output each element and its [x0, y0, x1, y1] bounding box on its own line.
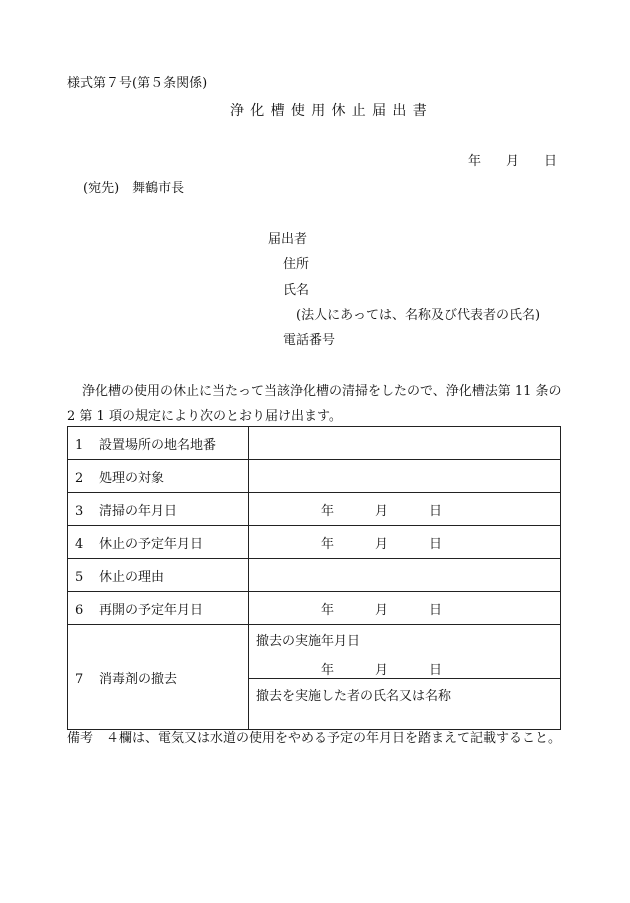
row-label-text: 休止の理由 [99, 569, 165, 585]
year-label: 年 [321, 536, 335, 552]
row-number: 4 [75, 536, 84, 552]
row-number: 6 [75, 602, 84, 618]
row-label-text: 清掃の年月日 [99, 503, 178, 519]
page-title: 浄化槽使用休止届出書 [230, 103, 433, 119]
row-label [68, 460, 249, 493]
suspension-reason-field[interactable] [249, 559, 561, 592]
notification-table [67, 426, 561, 730]
date-year: 年 [468, 154, 482, 169]
date-line [468, 150, 557, 169]
notifier-label: 届出者 [268, 232, 308, 247]
row-number: 1 [75, 437, 84, 453]
row-number: 2 [75, 470, 84, 486]
removal-implementer-field[interactable] [249, 679, 561, 730]
row-number: 3 [75, 503, 84, 519]
treatment-target-field[interactable] [249, 460, 561, 493]
year-label: 年 [321, 663, 335, 678]
suspension-date-field[interactable] [249, 526, 561, 559]
removal-implementer-label: 撤去を実施した者の氏名又は名称 [256, 689, 452, 704]
date-month: 月 [506, 154, 520, 169]
row-label-text: 消毒剤の撤去 [99, 671, 178, 687]
month-label: 月 [375, 663, 389, 678]
month-label: 月 [375, 536, 389, 552]
row-number: 5 [75, 569, 84, 585]
resume-date-field[interactable] [249, 592, 561, 625]
month-label: 月 [375, 503, 389, 519]
row-label [68, 625, 249, 730]
row-label [68, 559, 249, 592]
form-number: 様式第７号(第５条関係) [67, 76, 208, 91]
removal-date-field[interactable] [249, 625, 561, 679]
day-label: 日 [429, 503, 443, 519]
day-label: 日 [429, 602, 443, 618]
row-label [68, 592, 249, 625]
row-label-text: 休止の予定年月日 [99, 536, 204, 552]
table-row [68, 526, 561, 559]
location-field[interactable] [249, 427, 561, 460]
row-label-text: 設置場所の地名地番 [99, 437, 217, 453]
day-label: 日 [429, 663, 443, 678]
notifier-name-label: 氏名 [283, 283, 310, 298]
notifier-corp-note: (法人にあっては、名称及び代表者の氏名) [296, 308, 541, 323]
row-label-text: 処理の対象 [99, 470, 165, 486]
row-label-text: 再開の予定年月日 [99, 602, 204, 618]
row-label [68, 427, 249, 460]
year-label: 年 [321, 602, 335, 618]
day-label: 日 [429, 536, 443, 552]
notifier-address-label: 住所 [283, 257, 310, 272]
body-text-line-2: 2 第 1 項の規定により次のとおり届け出ます。 [67, 409, 342, 424]
table-row [68, 493, 561, 526]
month-label: 月 [375, 602, 389, 618]
removal-date-label: 撤去の実施年月日 [256, 634, 361, 649]
body-text-line-1: 浄化槽の使用の休止に当たって当該浄化槽の清掃をしたので、浄化槽法第 11 条の [82, 384, 562, 399]
row-label [68, 493, 249, 526]
table-row [68, 559, 561, 592]
row-label [68, 526, 249, 559]
table-row [68, 625, 561, 679]
cleaning-date-field[interactable] [249, 493, 561, 526]
addressee: (宛先) 舞鶴市長 [83, 181, 185, 196]
date-day: 日 [544, 154, 558, 169]
row-number: 7 [75, 671, 84, 687]
table-row [68, 460, 561, 493]
notifier-phone-label: 電話番号 [283, 333, 336, 348]
table-row [68, 427, 561, 460]
table-row [68, 592, 561, 625]
year-label: 年 [321, 503, 335, 519]
remarks: 備考 ４欄は、電気又は水道の使用をやめる予定の年月日を踏まえて記載すること。 [67, 731, 562, 746]
